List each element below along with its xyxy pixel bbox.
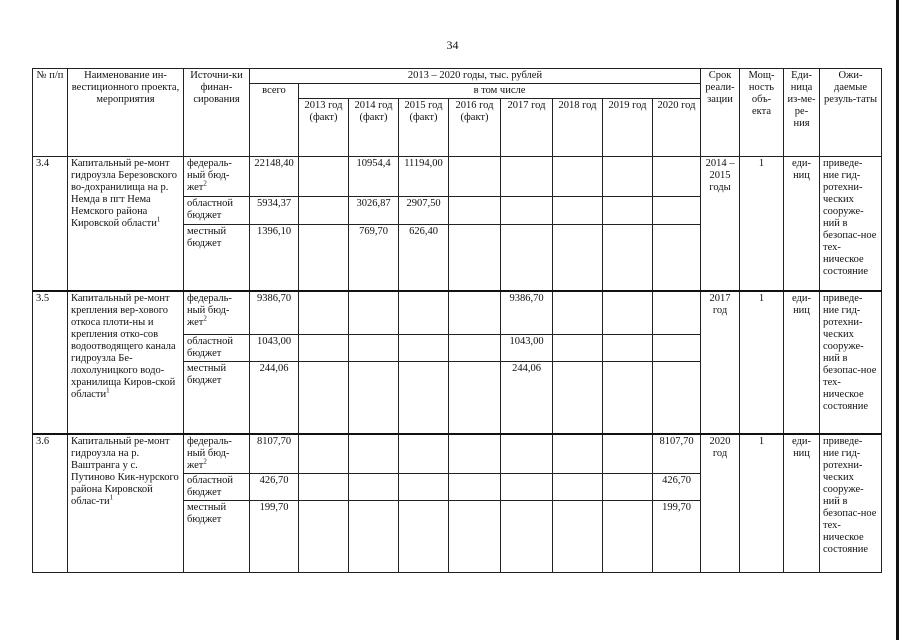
row-power: 1 <box>740 434 784 573</box>
value-2018 <box>553 291 603 335</box>
row-unit: еди-ниц <box>784 291 820 434</box>
value-total: 22148,40 <box>250 157 299 197</box>
source-cell: местный бюджет <box>184 225 250 291</box>
row-power: 1 <box>740 291 784 434</box>
value-total: 8107,70 <box>250 434 299 474</box>
value-2013 <box>299 291 349 335</box>
value-2020 <box>653 225 701 291</box>
header-year-2018: 2018 год <box>553 99 603 157</box>
header-incl: в том числе <box>299 84 701 99</box>
header-unit: Еди-ница из-ме-ре-ния <box>784 69 820 157</box>
page-edge-bar <box>896 0 899 640</box>
source-cell: местный бюджет <box>184 501 250 573</box>
value-2015: 2907,50 <box>399 197 449 225</box>
value-2017 <box>501 501 553 573</box>
row-num: 3.5 <box>33 291 68 434</box>
row-result: приведе-ние гид-ротехни-ческих сооруже-ний в безопас-ное тех-ническое состояние <box>820 157 882 291</box>
value-2018 <box>553 197 603 225</box>
value-2019 <box>603 474 653 501</box>
value-2020 <box>653 291 701 335</box>
value-2013 <box>299 225 349 291</box>
header-year-2013: 2013 год (факт) <box>299 99 349 157</box>
investment-table <box>32 68 882 573</box>
source-cell: федераль-ный бюд-жет$^2$ <box>184 434 250 474</box>
value-2020 <box>653 362 701 434</box>
row-unit: еди-ниц <box>784 157 820 291</box>
header-year-2019: 2019 год <box>603 99 653 157</box>
header-name: Наименование ин-вестиционного проекта, мероприятия <box>68 69 184 157</box>
value-2018 <box>553 474 603 501</box>
value-2014 <box>349 291 399 335</box>
value-2014 <box>349 501 399 573</box>
header-year-2015: 2015 год (факт) <box>399 99 449 157</box>
value-2014: 3026,87 <box>349 197 399 225</box>
value-2015 <box>399 335 449 362</box>
value-2020: 199,70 <box>653 501 701 573</box>
row-term: 2020 год <box>701 434 740 573</box>
page-number: 34 <box>446 38 459 52</box>
row-project-name: Капитальный ре-монт гидроузла Березовского во-дохранилища на р. Немда в пгт Нема Немского района Кировской области$^1$ <box>68 157 184 291</box>
value-total: 1396,10 <box>250 225 299 291</box>
value-2015: 626,40 <box>399 225 449 291</box>
value-2020 <box>653 197 701 225</box>
value-2019 <box>603 157 653 197</box>
value-2014 <box>349 335 399 362</box>
header-total: всего <box>250 84 299 157</box>
row-project-name: Капитальный ре-монт крепления вер-хового откоса плоти-ны и крепления отко-сов водоотводящего канала гидроузла Бе-лохолуницкого водо-хранилища Киров-ской области$^1$ <box>68 291 184 434</box>
header-result: Ожи-даемые резуль-таты <box>820 69 882 157</box>
value-2020 <box>653 157 701 197</box>
value-2018 <box>553 335 603 362</box>
value-2017 <box>501 157 553 197</box>
value-2016 <box>449 501 501 573</box>
value-2018 <box>553 157 603 197</box>
value-2016 <box>449 362 501 434</box>
source-cell: областной бюджет <box>184 474 250 501</box>
value-2013 <box>299 197 349 225</box>
value-2013 <box>299 157 349 197</box>
value-2016 <box>449 474 501 501</box>
header-year-2020: 2020 год <box>653 99 701 157</box>
value-2020: 426,70 <box>653 474 701 501</box>
value-total: 426,70 <box>250 474 299 501</box>
value-2017: 1043,00 <box>501 335 553 362</box>
value-total: 199,70 <box>250 501 299 573</box>
value-2016 <box>449 335 501 362</box>
value-2017: 9386,70 <box>501 291 553 335</box>
value-total: 5934,37 <box>250 197 299 225</box>
row-num: 3.6 <box>33 434 68 573</box>
source-cell: местный бюджет <box>184 362 250 434</box>
value-2015 <box>399 474 449 501</box>
header-term: Срок реали-зации <box>701 69 740 157</box>
source-cell: областной бюджет <box>184 197 250 225</box>
value-2020: 8107,70 <box>653 434 701 474</box>
value-2019 <box>603 335 653 362</box>
value-2015 <box>399 362 449 434</box>
value-2019 <box>603 197 653 225</box>
value-2014 <box>349 474 399 501</box>
row-result: приведе-ние гид-ротехни-ческих сооруже-ний в безопас-ное тех-ническое состояние <box>820 434 882 573</box>
header-source: Источни-ки финан-сирования <box>184 69 250 157</box>
value-2019 <box>603 291 653 335</box>
value-2013 <box>299 501 349 573</box>
value-2014: 10954,4 <box>349 157 399 197</box>
value-2015 <box>399 501 449 573</box>
value-2013 <box>299 335 349 362</box>
header-years: 2013 – 2020 годы, тыс. рублей <box>250 69 701 84</box>
source-cell: федераль-ный бюд-жет$^2$ <box>184 291 250 335</box>
value-2020 <box>653 335 701 362</box>
header-num: № п/п <box>33 69 68 157</box>
value-2016 <box>449 197 501 225</box>
value-2015 <box>399 434 449 474</box>
source-cell: федераль-ный бюд-жет$^2$ <box>184 157 250 197</box>
value-2016 <box>449 225 501 291</box>
value-2017 <box>501 434 553 474</box>
value-2016 <box>449 291 501 335</box>
value-2014 <box>349 362 399 434</box>
value-2013 <box>299 434 349 474</box>
value-2019 <box>603 225 653 291</box>
row-result: приведе-ние гид-ротехни-ческих сооруже-ний в безопас-ное тех-ническое состояние <box>820 291 882 434</box>
value-2018 <box>553 225 603 291</box>
value-2017: 244,06 <box>501 362 553 434</box>
value-2018 <box>553 362 603 434</box>
value-2019 <box>603 362 653 434</box>
value-2017 <box>501 474 553 501</box>
header-year-2017: 2017 год <box>501 99 553 157</box>
value-2018 <box>553 501 603 573</box>
value-2013 <box>299 474 349 501</box>
row-power: 1 <box>740 157 784 291</box>
header-power: Мощ-ность объ-екта <box>740 69 784 157</box>
value-2019 <box>603 434 653 474</box>
value-total: 1043,00 <box>250 335 299 362</box>
header-year-2014: 2014 год (факт) <box>349 99 399 157</box>
value-2014: 769,70 <box>349 225 399 291</box>
value-2019 <box>603 501 653 573</box>
value-total: 9386,70 <box>250 291 299 335</box>
value-2017 <box>501 225 553 291</box>
row-num: 3.4 <box>33 157 68 291</box>
row-unit: еди-ниц <box>784 434 820 573</box>
value-2016 <box>449 157 501 197</box>
row-project-name: Капитальный ре-монт гидроузла на р. Ваштранга у с. Путиново Кик-нурского района Кировской облас-$ти^1$ <box>68 434 184 573</box>
value-2013 <box>299 362 349 434</box>
value-2017 <box>501 197 553 225</box>
value-2015: 11194,00 <box>399 157 449 197</box>
value-2014 <box>349 434 399 474</box>
header-year-2016: 2016 год (факт) <box>449 99 501 157</box>
value-2018 <box>553 434 603 474</box>
source-cell: областной бюджет <box>184 335 250 362</box>
row-term: 2017 год <box>701 291 740 434</box>
value-2016 <box>449 434 501 474</box>
value-total: 244,06 <box>250 362 299 434</box>
row-term: 2014 – 2015 годы <box>701 157 740 291</box>
value-2015 <box>399 291 449 335</box>
